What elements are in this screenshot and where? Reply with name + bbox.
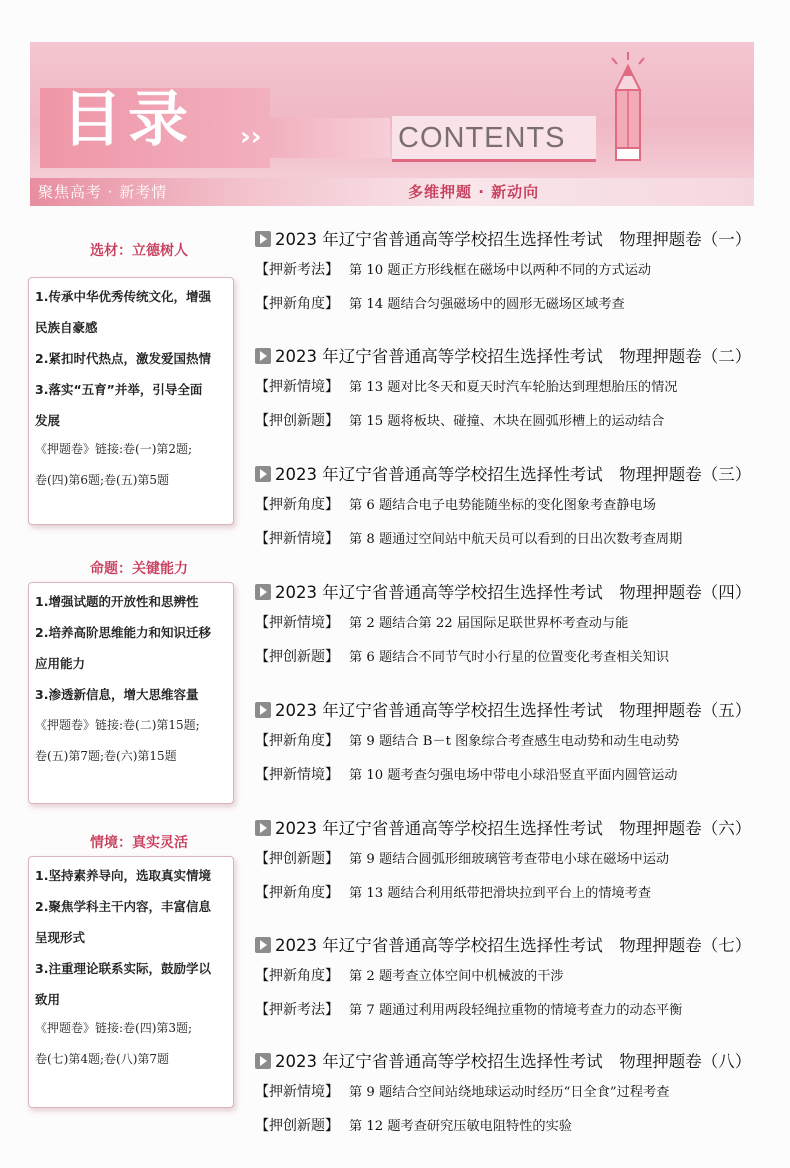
left-slogan: 聚焦高考 · 新考情 [38,183,168,201]
exam-entry[interactable] [255,346,760,436]
highlight-tag: 【押新情境】 [255,1084,339,1100]
highlight-desc: 第 13 题对比冬天和夏天时汽车轮胎达到理想胎压的情况 [349,380,678,395]
highlight-desc: 第 6 题结合不同节气时小行星的位置变化考查相关知识 [349,650,670,665]
exam-highlight-row [255,520,760,554]
play-icon [255,702,271,718]
exam-entry[interactable] [255,464,760,554]
highlight-desc: 第 7 题通过利用两段轻绳拉重物的情境考查力的动态平衡 [349,1003,683,1018]
exam-highlight-row [255,722,760,756]
sidebar-item: 3.落实“五育”并举，引导全面 [35,382,203,397]
play-icon [255,1053,271,1069]
exam-highlight-row [255,251,760,285]
highlight-desc: 第 2 题结合第 22 届国际足联世界杯考查动与能 [349,616,629,631]
sidebar-item: 呈现形式 [35,930,86,945]
exam-title-text: 2023 年辽宁省普通高等学校招生选择性考试 物理押题卷（四） [275,583,752,602]
highlight-tag: 【押新情境】 [255,379,339,395]
play-icon [255,820,271,836]
highlight-desc: 第 15 题将板块、碰撞、木块在圆弧形槽上的运动结合 [349,414,665,429]
exam-title-text: 2023 年辽宁省普通高等学校招生选择性考试 物理押题卷（八） [275,1052,752,1071]
exam-title[interactable] [255,935,760,957]
highlight-tag: 【押新情境】 [255,531,339,547]
sidebar-link: 《押题卷》链接:卷(二)第15题; [35,718,200,732]
exam-title[interactable] [255,1051,760,1073]
exam-highlight-row [255,1073,760,1107]
exam-entry[interactable] [255,818,760,908]
highlight-tag: 【押新情境】 [255,767,339,783]
exam-title[interactable] [255,464,760,486]
right-slogan: 多维押题 · 新动向 [408,183,540,201]
contents-label: CONTENTS [398,122,566,154]
exam-entry[interactable] [255,582,760,672]
sidebar-item: 3.注重理论联系实际，鼓励学以 [35,961,211,976]
sidebar-item: 民族自豪感 [35,320,98,335]
play-icon [255,231,271,247]
exam-title-text: 2023 年辽宁省普通高等学校招生选择性考试 物理押题卷（二） [275,347,752,366]
exam-title[interactable] [255,700,760,722]
exam-title[interactable] [255,582,760,604]
exam-highlight-row [255,285,760,319]
play-icon [255,466,271,482]
exam-title-text: 2023 年辽宁省普通高等学校招生选择性考试 物理押题卷（七） [275,936,752,955]
sidebar-link: 卷(五)第7题;卷(六)第15题 [35,749,177,763]
exam-title[interactable] [255,229,760,251]
exam-highlight-row [255,840,760,874]
sidebar-item: 1.传承中华优秀传统文化，增强 [35,289,211,304]
highlight-desc: 第 12 题考查研究压敏电阻特性的实验 [349,1119,572,1134]
highlight-desc: 第 9 题结合 B－t 图象综合考查感生电动势和动生电动势 [349,734,680,749]
sidebar-item: 发展 [35,413,61,428]
exam-title-text: 2023 年辽宁省普通高等学校招生选择性考试 物理押题卷（一） [275,230,752,249]
sidebar-item: 3.渗透新信息，增大思维容量 [35,687,199,702]
exam-highlight-row [255,368,760,402]
exam-highlight-row [255,1107,760,1141]
page-title: 目录 [62,85,194,155]
exam-entry[interactable] [255,700,760,790]
highlight-tag: 【押新角度】 [255,497,339,513]
highlight-tag: 【押创新题】 [255,851,339,867]
exam-entry[interactable] [255,1051,760,1141]
exam-title[interactable] [255,346,760,368]
exam-highlight-row [255,604,760,638]
highlight-tag: 【押新角度】 [255,885,339,901]
highlight-desc: 第 6 题结合电子电势能随坐标的变化图象考查静电场 [349,498,656,513]
highlight-tag: 【押创新题】 [255,1118,339,1134]
sidebar-item: 致用 [35,992,61,1007]
double-arrow-icon: ›› [240,122,262,152]
sidebar-item: 2.紧扣时代热点，激发爱国热情 [35,351,211,366]
highlight-desc: 第 2 题考查立体空间中机械波的干涉 [349,969,564,984]
highlight-tag: 【押新情境】 [255,615,339,631]
highlight-tag: 【押新考法】 [255,262,339,278]
sidebar-box [28,582,234,804]
title-gradient-strip [270,118,390,158]
highlight-tag: 【押新角度】 [255,296,339,312]
pencil-icon [598,50,658,165]
exam-title-text: 2023 年辽宁省普通高等学校招生选择性考试 物理押题卷（六） [275,819,752,838]
sidebar-item: 1.增强试题的开放性和思辨性 [35,594,199,609]
exam-title-text: 2023 年辽宁省普通高等学校招生选择性考试 物理押题卷（三） [275,465,752,484]
exam-highlight-row [255,756,760,790]
highlight-desc: 第 10 题考查匀强电场中带电小球沿竖直平面内圆管运动 [349,768,678,783]
sidebar-item: 应用能力 [35,656,86,671]
play-icon [255,348,271,364]
play-icon [255,937,271,953]
sidebar-box [28,856,234,1108]
exam-entry[interactable] [255,935,760,1025]
sidebar-heading: 情境：真实灵活 [90,835,188,851]
exam-highlight-row [255,402,760,436]
sidebar-item: 2.聚焦学科主干内容，丰富信息 [35,899,211,914]
highlight-tag: 【押创新题】 [255,413,339,429]
sidebar-link: 卷(四)第6题;卷(五)第5题 [35,473,170,487]
highlight-tag: 【押新角度】 [255,968,339,984]
sidebar-link: 卷(七)第4题;卷(八)第7题 [35,1052,170,1066]
sidebar-heading: 命题：关键能力 [90,561,188,577]
exam-entry[interactable] [255,229,760,319]
sidebar-item: 1.坚持素养导向，选取真实情境 [35,868,211,883]
sidebar-link: 《押题卷》链接:卷(四)第3题; [35,1021,193,1035]
highlight-desc: 第 8 题通过空间站中航天员可以看到的日出次数考查周期 [349,532,683,547]
highlight-desc: 第 9 题结合圆弧形细玻璃管考查带电小球在磁场中运动 [349,852,670,867]
exam-highlight-row [255,991,760,1025]
sidebar-link: 《押题卷》链接:卷(一)第2题; [35,442,193,456]
exam-title-text: 2023 年辽宁省普通高等学校招生选择性考试 物理押题卷（五） [275,701,752,720]
highlight-tag: 【押创新题】 [255,649,339,665]
play-icon [255,584,271,600]
sidebar-box [28,277,234,525]
highlight-desc: 第 10 题正方形线框在磁场中以两种不同的方式运动 [349,263,652,278]
highlight-desc: 第 14 题结合匀强磁场中的圆形无磁场区域考查 [349,297,625,312]
sidebar-heading: 选材：立德树人 [90,243,188,259]
exam-highlight-row [255,957,760,991]
exam-highlight-row [255,638,760,672]
exam-title[interactable] [255,818,760,840]
sidebar-item: 2.培养高阶思维能力和知识迁移 [35,625,211,640]
highlight-tag: 【押新考法】 [255,1002,339,1018]
exam-highlight-row [255,874,760,908]
highlight-desc: 第 13 题结合利用纸带把滑块拉到平台上的情境考查 [349,886,652,901]
exam-highlight-row [255,486,760,520]
highlight-desc: 第 9 题结合空间站绕地球运动时经历“日全食”过程考查 [349,1085,670,1100]
highlight-tag: 【押新角度】 [255,733,339,749]
